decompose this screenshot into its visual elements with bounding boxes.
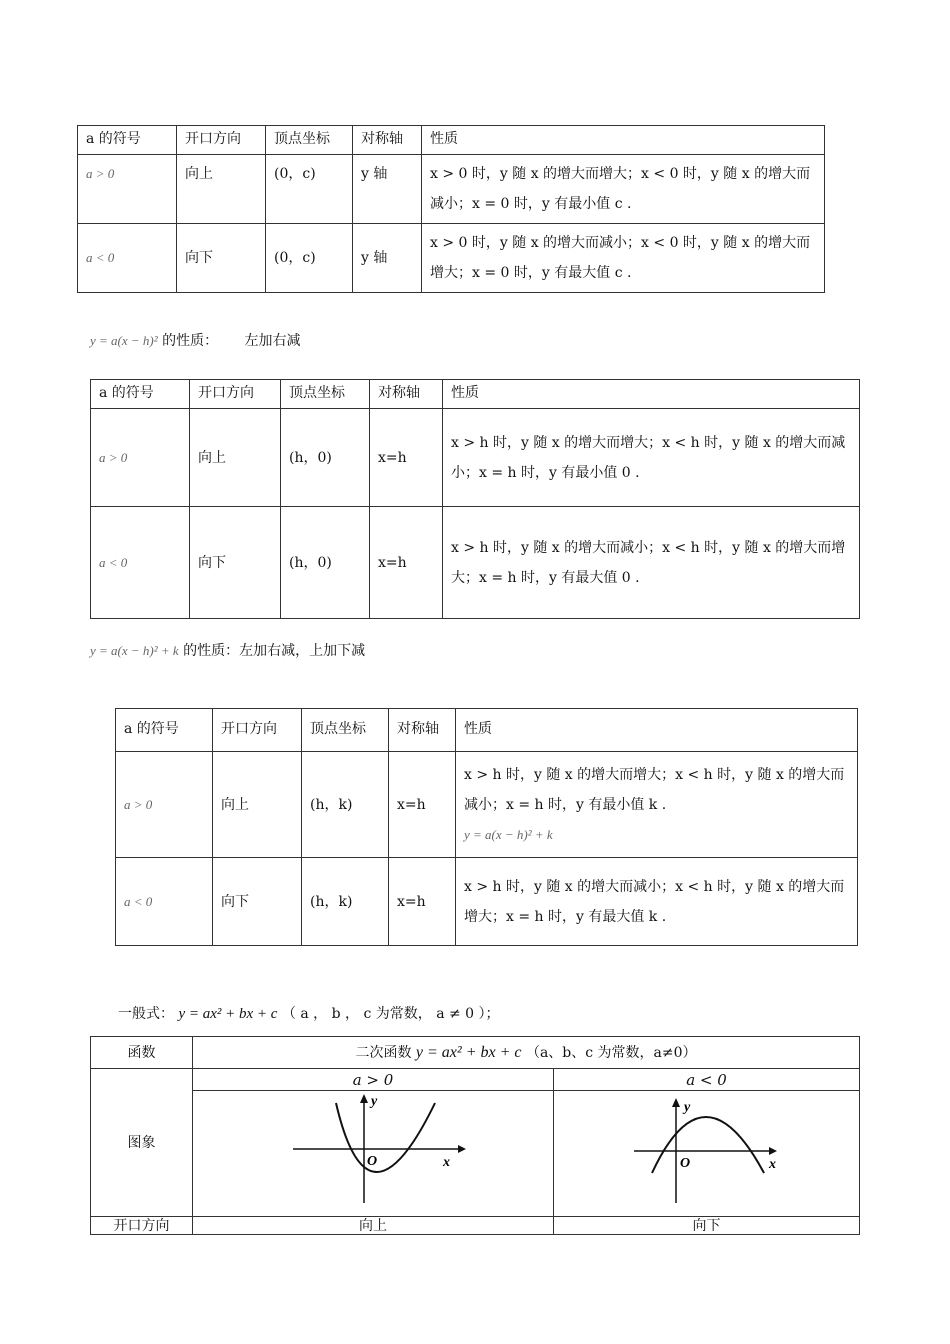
header-axis: 对称轴 (353, 126, 422, 155)
cell-vertex: (h，0) (281, 409, 370, 507)
cell-axis: x=h (389, 858, 456, 946)
table-1 (77, 125, 825, 293)
header-vertex: 顶点坐标 (266, 126, 353, 155)
cell-open: 向上 (177, 155, 266, 224)
table-row (91, 507, 860, 619)
general-form-label: 一般式： (118, 1006, 174, 1022)
func-note: （a、b、c 为常数，a≠0） (525, 1044, 697, 1061)
header-open: 开口方向 (213, 709, 302, 752)
graph-pos-cell (193, 1091, 554, 1217)
cell-vertex: (h，k) (302, 752, 389, 858)
cell-prop (456, 752, 858, 858)
cell-axis: y 轴 (353, 155, 422, 224)
cell-open: 向下 (177, 224, 266, 293)
table-row (91, 409, 860, 507)
func-formula: y = ax² + bx + c (415, 1043, 522, 1061)
cell-sign: a < 0 (116, 858, 213, 946)
x-axis-arrow (769, 1147, 777, 1155)
general-form-line (118, 1003, 500, 1023)
section-3-heading (90, 640, 365, 660)
y-axis-label: y (684, 1100, 691, 1115)
cell-graph-label: 图象 (91, 1069, 193, 1217)
graph-downward-parabola (554, 1091, 859, 1205)
header-vertex: 顶点坐标 (302, 709, 389, 752)
table-row (116, 752, 858, 858)
table-header-row (116, 709, 858, 752)
header-axis: 对称轴 (389, 709, 456, 752)
origin-label: O (680, 1156, 691, 1171)
header-prop: 性质 (443, 380, 860, 409)
header-prop: 性质 (422, 126, 825, 155)
graph-neg-cell (554, 1091, 860, 1217)
table-row (91, 1217, 860, 1235)
cell-axis: x=h (370, 507, 443, 619)
header-vertex: 顶点坐标 (281, 380, 370, 409)
section-2-formula: y = a(x − h)² (90, 333, 158, 348)
cell-vertex: (h，k) (302, 858, 389, 946)
header-prop: 性质 (456, 709, 858, 752)
cell-prop: x > h 时，y 随 x 的增大而减小；x < h 时，y 随 x 的增大而增大；x = h 时，y 有最大值 k . (456, 858, 858, 946)
cell-axis: x=h (389, 752, 456, 858)
y-axis-label: y (371, 1094, 378, 1109)
x-axis-label: x (769, 1157, 776, 1172)
table-2 (90, 379, 860, 619)
cell-sign: a > 0 (91, 409, 190, 507)
cell-open: 向下 (213, 858, 302, 946)
general-form-note: （ a ， b ， c 为常数， a ≠ 0 ）； (281, 1006, 500, 1022)
header-open: 开口方向 (190, 380, 281, 409)
cell-prop: x > h 时，y 随 x 的增大而减小；x < h 时，y 随 x 的增大而增大；x = h 时，y 有最大值 0 . (443, 507, 860, 619)
table-row (91, 1069, 860, 1091)
col-pos-header: a > 0 (193, 1069, 554, 1091)
cell-open: 向上 (213, 752, 302, 858)
origin-label: O (367, 1154, 378, 1169)
table-row (91, 1037, 860, 1069)
cell-sign: a < 0 (91, 507, 190, 619)
section-3-text: 的性质：左加右减，上加下减 (183, 643, 366, 659)
section-2-rule: 左加右减 (244, 333, 301, 349)
header-sign: a 的符号 (116, 709, 213, 752)
graph-upward-parabola (193, 1091, 553, 1205)
section-2-text: 的性质： (162, 333, 219, 349)
section-3-formula: y = a(x − h)² + k (90, 643, 179, 658)
header-open: 开口方向 (177, 126, 266, 155)
table-row (116, 858, 858, 946)
func-prefix: 二次函数 (355, 1044, 412, 1061)
parabola-curve (652, 1117, 764, 1173)
table-row (91, 1091, 860, 1217)
x-axis-arrow (458, 1145, 466, 1153)
cell-open-neg: 向下 (554, 1217, 860, 1235)
x-axis-label: x (443, 1155, 450, 1170)
cell-axis: x=h (370, 409, 443, 507)
table-3 (115, 708, 858, 946)
header-axis: 对称轴 (370, 380, 443, 409)
table-header-row (78, 126, 825, 155)
cell-func-value (193, 1037, 860, 1069)
table-row (78, 224, 825, 293)
cell-open-label: 开口方向 (91, 1217, 193, 1235)
cell-func-label: 函数 (91, 1037, 193, 1069)
cell-prop-formula: y = a(x − h)² + k (464, 826, 553, 842)
cell-prop-text: x > h 时，y 随 x 的增大而增大；x < h 时，y 随 x 的增大而减小；x = h 时，y 有最小值 k . (464, 766, 845, 813)
header-sign: a 的符号 (91, 380, 190, 409)
cell-prop: x > h 时，y 随 x 的增大而增大；x < h 时，y 随 x 的增大而减小；x = h 时，y 有最小值 0 . (443, 409, 860, 507)
cell-sign: a > 0 (116, 752, 213, 858)
cell-open: 向上 (190, 409, 281, 507)
table-row (78, 155, 825, 224)
section-2-heading (90, 330, 301, 350)
col-neg-header: a < 0 (554, 1069, 860, 1091)
cell-open-pos: 向上 (193, 1217, 554, 1235)
cell-prop: x > 0 时，y 随 x 的增大而减小；x < 0 时，y 随 x 的增大而增大；x = 0 时，y 有最大值 c . (422, 224, 825, 293)
cell-prop: x > 0 时，y 随 x 的增大而增大；x < 0 时，y 随 x 的增大而减小；x = 0 时，y 有最小值 c . (422, 155, 825, 224)
general-form-formula: y = ax² + bx + c (178, 1006, 278, 1022)
cell-open: 向下 (190, 507, 281, 619)
cell-sign: a > 0 (78, 155, 177, 224)
cell-vertex: (h，0) (281, 507, 370, 619)
cell-vertex: (0，c) (266, 224, 353, 293)
y-axis-arrow (672, 1098, 680, 1107)
table-header-row (91, 380, 860, 409)
y-axis-arrow (360, 1094, 368, 1103)
header-sign: a 的符号 (78, 126, 177, 155)
cell-sign: a < 0 (78, 224, 177, 293)
cell-vertex: (0，c) (266, 155, 353, 224)
parabola-curve (336, 1103, 435, 1172)
cell-axis: y 轴 (353, 224, 422, 293)
table-4 (90, 1036, 860, 1235)
